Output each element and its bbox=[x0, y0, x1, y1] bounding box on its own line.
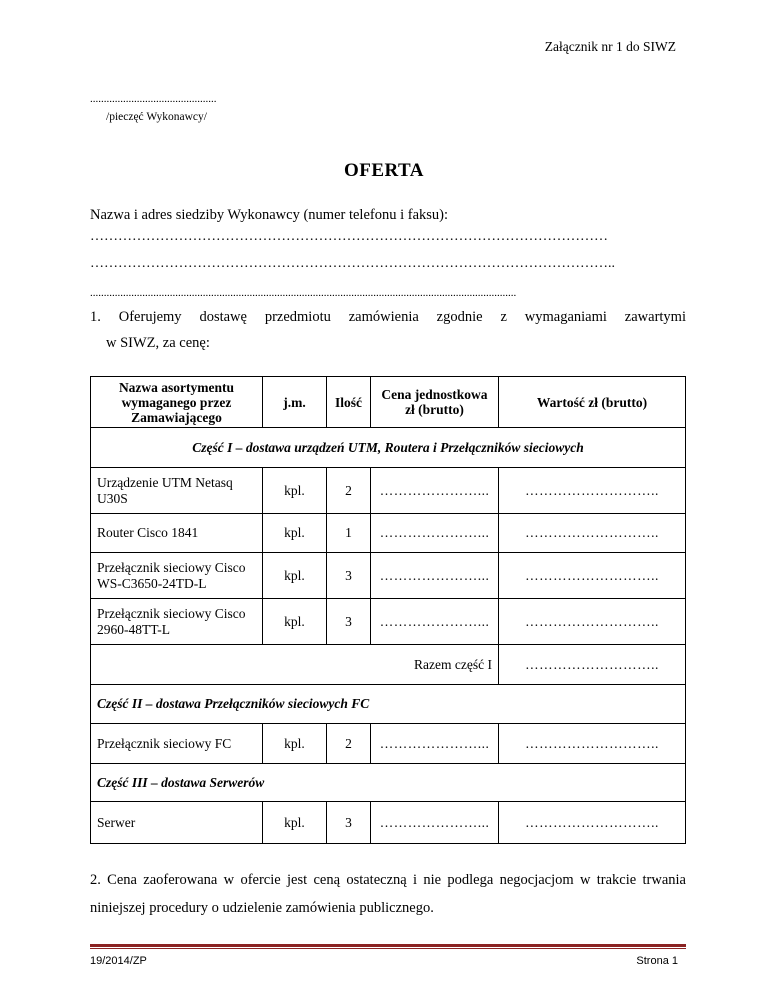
table-row bbox=[91, 802, 686, 844]
row-value-field[interactable]: ……………………….. bbox=[499, 553, 686, 599]
table-row bbox=[91, 553, 686, 599]
footer-page-number: Strona 1 bbox=[636, 955, 678, 967]
total-value-field[interactable]: ……………………….. bbox=[499, 645, 686, 685]
table-row bbox=[91, 599, 686, 645]
row-qty: 2 bbox=[327, 468, 371, 514]
row-value-field[interactable]: ……………………….. bbox=[499, 802, 686, 844]
page-title: OFERTA bbox=[343, 160, 425, 181]
footer-reference: 19/2014/ZP bbox=[90, 955, 147, 967]
row-value-field[interactable]: ……………………….. bbox=[499, 514, 686, 553]
section-title-part-1: Część I – dostawa urządzeń UTM, Routera i Przełączników sieciowych bbox=[91, 428, 686, 468]
section-row-part-2 bbox=[91, 685, 686, 724]
attachment-label: Załącznik nr 1 do SIWZ bbox=[544, 39, 676, 54]
total-row-part-1 bbox=[91, 645, 686, 685]
point-2-text: 2. Cena zaoferowana w ofercie jest ceną ostateczną i nie podlega negocjacjom w trakcie trwania niniejszej procedury o udzielenie zamówienia publicznego. bbox=[90, 872, 686, 916]
stamp-label: /pieczęć Wykonawcy/ bbox=[106, 111, 207, 123]
row-value-field[interactable]: ……………………….. bbox=[499, 468, 686, 514]
row-qty: 3 bbox=[327, 802, 371, 844]
header-unit: j.m. bbox=[263, 377, 327, 428]
section-title-part-3: Część III – dostawa Serwerów bbox=[91, 764, 686, 802]
row-unit: kpl. bbox=[263, 553, 327, 599]
row-unit: kpl. bbox=[263, 802, 327, 844]
row-unit: kpl. bbox=[263, 599, 327, 645]
section-row-part-3 bbox=[91, 764, 686, 802]
header-qty: Ilość bbox=[327, 377, 371, 428]
row-qty: 2 bbox=[327, 724, 371, 764]
row-price-field[interactable]: …………………... bbox=[371, 599, 499, 645]
row-value-field[interactable]: ……………………….. bbox=[499, 599, 686, 645]
total-label: Razem część I bbox=[91, 645, 499, 685]
footer-rule-thin bbox=[90, 948, 686, 949]
offer-table bbox=[90, 376, 686, 844]
row-value-field[interactable]: ……………………….. bbox=[499, 724, 686, 764]
row-price-field[interactable]: …………………... bbox=[371, 802, 499, 844]
row-name: Przełącznik sieciowy Cisco WS-C3650-24TD-L bbox=[91, 553, 263, 599]
point-1-text: 1. Oferujemy dostawę przedmiotu zamówienia zgodnie z wymaganiami zawartymi bbox=[90, 309, 686, 325]
row-name: Urządzenie UTM Netasq U30S bbox=[91, 468, 263, 514]
row-unit: kpl. bbox=[263, 514, 327, 553]
row-unit: kpl. bbox=[263, 468, 327, 514]
row-price-field[interactable]: …………………... bbox=[371, 553, 499, 599]
row-name: Przełącznik sieciowy FC bbox=[91, 724, 263, 764]
row-qty: 1 bbox=[327, 514, 371, 553]
row-name: Router Cisco 1841 bbox=[91, 514, 263, 553]
row-unit: kpl. bbox=[263, 724, 327, 764]
point-1-text-cont: w SIWZ, za cenę: bbox=[106, 335, 210, 351]
contractor-line-3[interactable]: ........................................................................................................................................................... bbox=[90, 287, 517, 299]
table-row bbox=[91, 514, 686, 553]
row-qty: 3 bbox=[327, 553, 371, 599]
table-row bbox=[91, 724, 686, 764]
stamp-dotted-line: .............................................. bbox=[90, 93, 217, 105]
table-row bbox=[91, 468, 686, 514]
table-header-row bbox=[91, 377, 686, 428]
row-name: Przełącznik sieciowy Cisco 2960-48TT-L bbox=[91, 599, 263, 645]
row-name: Serwer bbox=[91, 802, 263, 844]
contractor-line-2[interactable]: ………………………………………………………………………………………………….. bbox=[90, 256, 615, 271]
row-price-field[interactable]: …………………... bbox=[371, 468, 499, 514]
header-value: Wartość zł (brutto) bbox=[499, 377, 686, 428]
header-name: Nazwa asortymentu wymaganego przez Zamawiającego bbox=[91, 377, 263, 428]
section-row-part-1 bbox=[91, 428, 686, 468]
row-price-field[interactable]: …………………... bbox=[371, 514, 499, 553]
footer-rule bbox=[90, 944, 686, 947]
header-unit-price: Cena jednostkowa zł (brutto) bbox=[371, 377, 499, 428]
row-qty: 3 bbox=[327, 599, 371, 645]
contractor-line-1[interactable]: ………………………………………………………………………………………………… bbox=[90, 229, 608, 244]
section-title-part-2: Część II – dostawa Przełączników sieciowych FC bbox=[91, 685, 686, 724]
contractor-label: Nazwa i adres siedziby Wykonawcy (numer telefonu i faksu): bbox=[90, 207, 449, 223]
row-price-field[interactable]: …………………... bbox=[371, 724, 499, 764]
